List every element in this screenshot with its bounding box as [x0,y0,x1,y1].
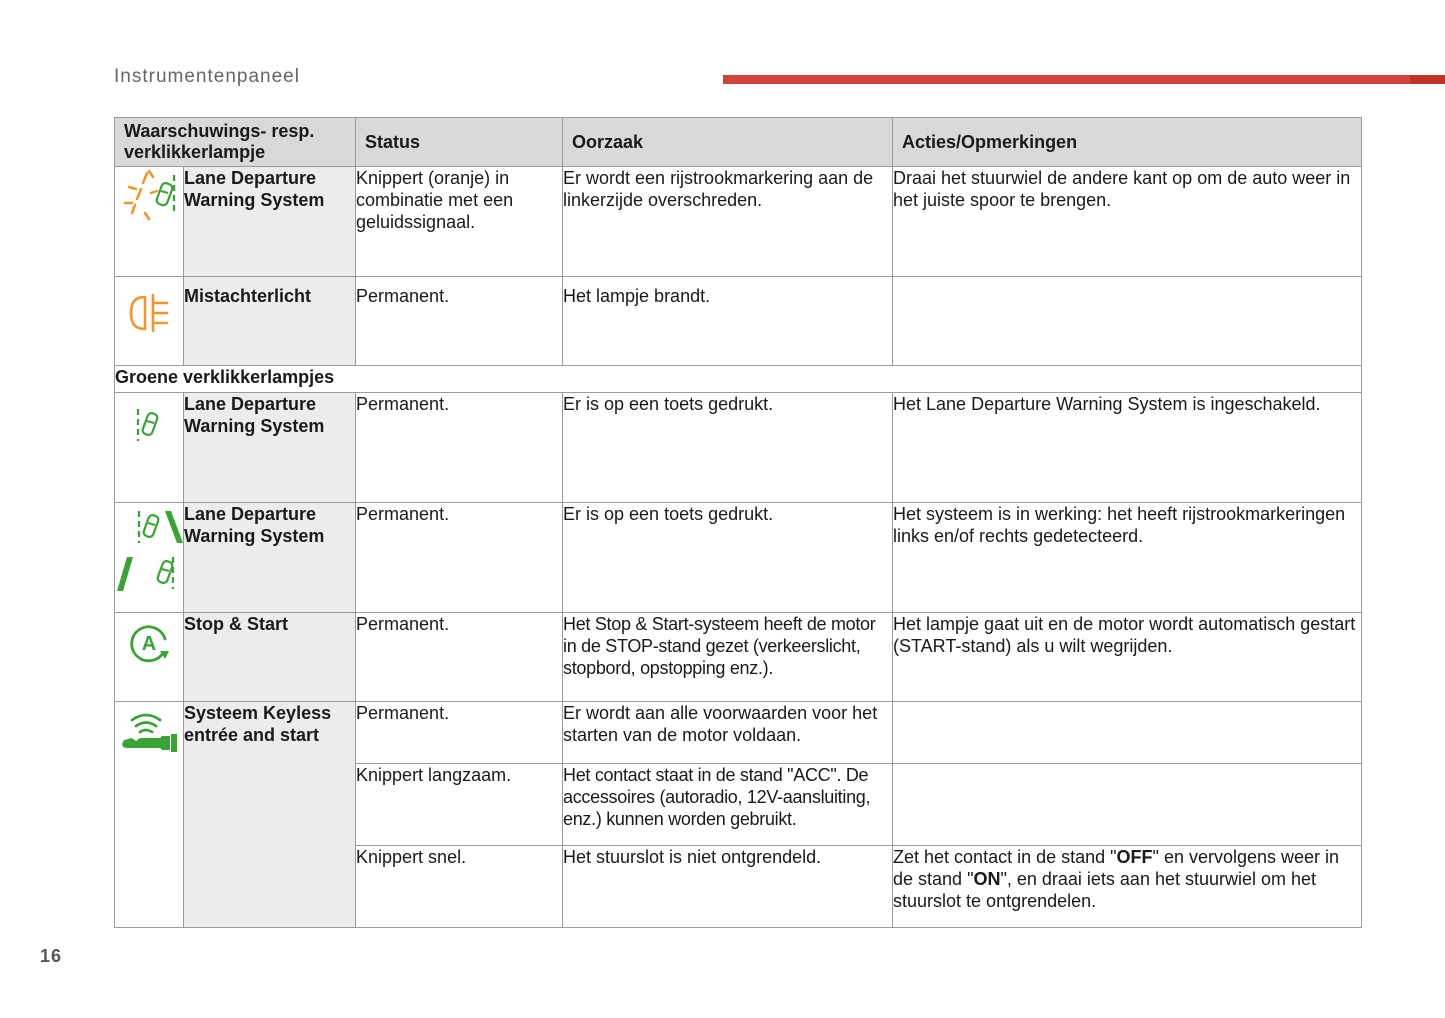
action-text [893,277,1362,366]
icon-cell [115,167,184,277]
cause-text: Het contact staat in de stand "ACC". De accessoires (autoradio, 12V-aansluiting, enz.) kunnen worden gebruikt. [563,764,893,846]
action-text [893,702,1362,764]
page-header-title: Instrumentenpaneel [114,66,300,87]
table-row [115,393,1362,503]
status-text: Permanent. [356,277,563,366]
action-text [893,764,1362,846]
section-row [115,366,1362,393]
lamp-name: Stop & Start [184,613,356,702]
column-header-cause: Oorzaak [563,118,893,167]
keyless-entry-icon [120,736,178,756]
icon-cell [115,702,184,928]
icon-cell [115,277,184,366]
cause-text: Er wordt aan alle voorwaarden voor het starten van de motor voldaan. [563,702,893,764]
lane-departure-orange-icon [119,207,179,227]
lamp-name: Lane Departure Warning System [184,503,356,613]
column-header-lamp: Waarschuwings- resp. verklikkerlampje [115,118,356,167]
status-text: Knippert langzaam. [356,764,563,846]
status-text: Permanent. [356,393,563,503]
rear-fog-light-icon [125,319,173,339]
header-accent-bar [723,75,1445,84]
header-accent-bar-end [1410,75,1445,84]
icon-cell [115,393,184,503]
cause-text: Het lampje brandt. [563,277,893,366]
status-text: Knippert snel. [356,846,563,928]
table-header-row [115,118,1362,167]
action-text: Draai het stuurwiel de andere kant op om de auto weer in het juiste spoor te brengen. [893,167,1362,277]
lane-departure-green-icon [134,429,164,449]
table-row [115,503,1362,613]
lamp-name: Systeem Keyless entrée and start [184,702,356,928]
action-text: Het Lane Departure Warning System is ingeschakeld. [893,393,1362,503]
cause-text: Er wordt een rijstrookmarkering aan de linkerzijde overschreden. [563,167,893,277]
page-number: 16 [40,946,63,966]
lamp-name: Lane Departure Warning System [184,167,356,277]
svg-text:A: A [141,633,157,655]
section-title: Groene verklikkerlampjes [115,366,1362,393]
lamp-name: Lane Departure Warning System [184,393,356,503]
table-row [115,277,1362,366]
status-text: Permanent. [356,702,563,764]
action-text: Het lampje gaat uit en de motor wordt automatisch gestart (START-stand) als u wilt wegrijden. [893,613,1362,702]
action-text: Zet het contact in de stand "OFF" en vervolgens weer in de stand "ON", en draai iets aan het stuurwiel om het stuurslot te ontgrendelen. [893,846,1362,928]
table-row [115,702,1362,764]
table-row [115,613,1362,702]
warning-lights-table [114,117,1362,928]
status-text: Knippert (oranje) in combinatie met een geluidssignaal. [356,167,563,277]
cause-text: Er is op een toets gedrukt. [563,393,893,503]
icon-cell [115,503,184,613]
lane-departure-active-icon [115,579,183,599]
status-text: Permanent. [356,503,563,613]
cause-text: Het stuurslot is niet ontgrendeld. [563,846,893,928]
icon-cell [115,613,184,702]
status-text: Permanent. [356,613,563,702]
action-text: Het systeem is in werking: het heeft rijstrookmarkeringen links en/of rechts gedetecteerd. [893,503,1362,613]
cause-text: Het Stop & Start-systeem heeft de motor in de STOP-stand gezet (verkeerslicht, stopbord, opstopping enz.). [563,613,893,702]
column-header-action: Acties/Opmerkingen [893,118,1362,167]
table-row [115,167,1362,277]
cause-text: Er is op een toets gedrukt. [563,503,893,613]
lamp-name: Mistachterlicht [184,277,356,366]
column-header-status: Status [356,118,563,167]
stop-start-icon [127,633,171,667]
